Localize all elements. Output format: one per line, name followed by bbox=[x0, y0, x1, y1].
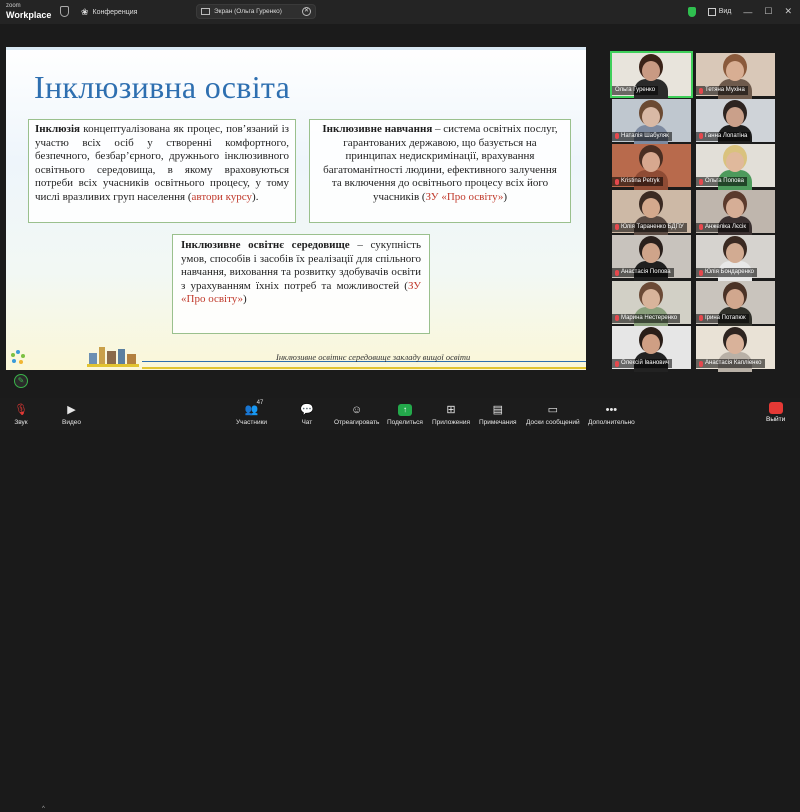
meeting-toolbar bbox=[0, 398, 800, 812]
inclusive-environment-box: Інклюзивне освітнє середовище – сукупність умов, способів і засобів їх реалізації для спільного навчання, виховання та розвитку здобувачів освіти з урахуванням їхніх потреб та можливостей (ЗУ «Про освіту») bbox=[172, 234, 430, 334]
participant-name: Марина Нестеренко bbox=[621, 314, 678, 321]
participant-tile[interactable] bbox=[612, 326, 691, 369]
encryption-shield-icon[interactable] bbox=[688, 7, 696, 17]
screen-share-pill[interactable] bbox=[196, 4, 316, 19]
slide-footer-text: Інклюзивне освітнє середовище закладу вищої освіти bbox=[276, 352, 471, 362]
muted-mic-icon bbox=[699, 179, 703, 185]
video-button[interactable]: ▶ Видео bbox=[62, 404, 81, 426]
view-grid-icon bbox=[708, 8, 716, 16]
conference-menu[interactable] bbox=[81, 7, 137, 18]
inclusive-learning-box: Інклюзивне навчання – система освітніх послуг, гарантованих державою, що базується на принципах недискримінації, врахування багатоманітності людини, ефективного залучення та включення до освітнього процесу всіх його учасників (ЗУ «Про освіту») bbox=[309, 119, 571, 223]
participant-tile[interactable] bbox=[696, 190, 775, 233]
muted-mic-icon bbox=[615, 179, 619, 185]
participant-name: Анастасія Попова bbox=[621, 269, 671, 275]
participant-tile[interactable] bbox=[612, 53, 691, 96]
whiteboard-icon: ▭ bbox=[547, 404, 559, 416]
muted-mic-icon bbox=[615, 224, 619, 230]
muted-mic-icon bbox=[699, 315, 703, 321]
slide-title: Інклюзивна освіта bbox=[34, 69, 291, 105]
whiteboards-button[interactable]: ▭ Доски сообщений bbox=[526, 404, 580, 426]
muted-mic-icon bbox=[615, 133, 619, 139]
conference-label: Конференция bbox=[92, 9, 138, 16]
participant-name: Анастасія Капліенко bbox=[705, 360, 762, 366]
title-bar bbox=[0, 0, 800, 24]
maximize-icon[interactable]: ☐ bbox=[764, 6, 773, 16]
muted-mic-icon bbox=[615, 270, 619, 276]
muted-mic-icon bbox=[699, 88, 703, 94]
react-button[interactable]: ☺ Отреагировать bbox=[334, 403, 380, 426]
participant-tile[interactable] bbox=[696, 281, 775, 324]
participant-tile[interactable] bbox=[696, 53, 775, 96]
participant-tile[interactable] bbox=[612, 99, 691, 142]
monitor-icon bbox=[201, 8, 210, 15]
participant-tile[interactable] bbox=[612, 144, 691, 187]
inclusion-definition-box: Інклюзія концептуалізована як процес, пов’язаний із участю всіх осіб у створенні комфортного, безпечного, безбар’єрного, дружнього інклюзивного освітнього середовища, в якому враховуються потреби всіх учасників освітнього процесу, у тому числі вразливих груп населення (автори курсу). bbox=[28, 119, 296, 223]
participant-name: Наталія Шабуляк bbox=[621, 132, 669, 139]
audio-caret-icon[interactable]: ^ bbox=[42, 806, 45, 812]
dots-logo-icon bbox=[10, 349, 26, 365]
view-button[interactable] bbox=[708, 8, 732, 16]
participants-count: 47 bbox=[256, 400, 264, 406]
chat-button[interactable]: 💬 Чат bbox=[300, 404, 314, 426]
participant-name: Анжеліка Лєсік bbox=[705, 223, 747, 230]
participant-tile[interactable] bbox=[696, 99, 775, 142]
participant-name: Ганна Лопатіна bbox=[705, 132, 748, 139]
stop-share-icon[interactable]: ✕ bbox=[303, 8, 310, 14]
participant-tile[interactable] bbox=[696, 235, 775, 278]
chat-icon: 💬 bbox=[300, 404, 314, 416]
minimize-icon[interactable]: — bbox=[743, 6, 753, 17]
participant-tile[interactable] bbox=[612, 235, 691, 278]
apps-icon: ⊞ bbox=[446, 404, 456, 416]
security-shield-icon[interactable] bbox=[60, 6, 69, 17]
muted-mic-icon bbox=[699, 270, 703, 276]
participant-tile[interactable] bbox=[696, 326, 775, 369]
participant-name: Юлія Тараненко БДПУ bbox=[621, 223, 684, 230]
participant-name: Ольга Гуренко bbox=[615, 87, 656, 93]
paw-icon: ❀ bbox=[81, 7, 89, 17]
participant-tile[interactable] bbox=[696, 144, 775, 187]
share-screen-icon: ↑ bbox=[398, 402, 412, 417]
participant-name: Ірина Потапюк bbox=[705, 314, 746, 321]
muted-mic-icon: 🎙 bbox=[14, 404, 28, 416]
audio-button[interactable]: 🎙 Звук bbox=[14, 404, 28, 426]
smiley-icon: ☺ bbox=[351, 403, 363, 416]
more-dots-icon: ••• bbox=[605, 403, 618, 416]
participant-tile[interactable] bbox=[612, 281, 691, 324]
muted-mic-icon bbox=[615, 361, 619, 367]
logo-top-text: zoom bbox=[6, 3, 21, 9]
leave-icon bbox=[769, 402, 783, 414]
notes-button[interactable]: ▤ Примечания bbox=[479, 404, 517, 426]
participant-name: Kristina Petryk bbox=[621, 178, 660, 184]
participant-name: Юлія Бондаренко bbox=[705, 269, 754, 275]
muted-mic-icon bbox=[699, 224, 703, 230]
screen-share-label: Экран (Ольга Гуренко) bbox=[214, 8, 282, 15]
logo-bottom-text: Workplace bbox=[6, 10, 52, 20]
apps-button[interactable]: ⊞ Приложения bbox=[432, 404, 471, 426]
shared-slide bbox=[6, 47, 586, 370]
more-button[interactable]: ••• Дополнительно bbox=[588, 403, 635, 426]
notes-icon: ▤ bbox=[492, 404, 503, 416]
participants-gallery bbox=[612, 53, 775, 371]
muted-mic-icon bbox=[615, 315, 619, 321]
share-button[interactable]: ↑ Поделиться bbox=[387, 402, 423, 426]
zoom-logo bbox=[6, 2, 51, 21]
leave-button[interactable]: Выйти bbox=[766, 402, 785, 423]
muted-mic-icon bbox=[699, 361, 703, 367]
participant-name: Тетяна Мухіна bbox=[705, 87, 745, 93]
participant-tile[interactable] bbox=[612, 190, 691, 233]
muted-mic-icon bbox=[699, 133, 703, 139]
city-skyline-icon bbox=[87, 345, 139, 367]
participants-button[interactable]: 👥 47 Участники bbox=[236, 400, 268, 426]
participant-name: Олексій Іванович bbox=[621, 360, 669, 366]
video-camera-icon: ▶ bbox=[67, 404, 76, 416]
close-icon[interactable]: ✕ bbox=[784, 6, 792, 16]
participants-icon: 👥 47 bbox=[244, 400, 264, 416]
annotate-pencil-icon[interactable]: ✎ bbox=[14, 374, 28, 388]
view-label: Вид bbox=[718, 8, 732, 15]
university-logo bbox=[10, 345, 140, 369]
participant-name: Ольга Попова bbox=[705, 178, 744, 184]
